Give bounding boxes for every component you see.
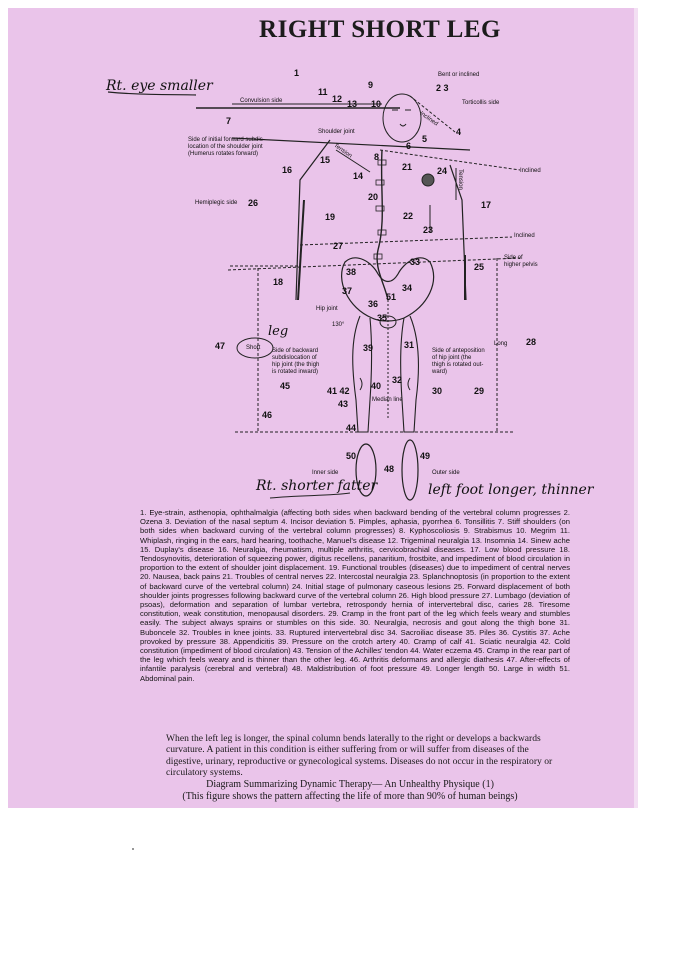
marker-37: 37: [342, 286, 353, 296]
marker-44: 44: [346, 423, 357, 433]
marker-23: 23: [423, 225, 434, 235]
marker-51: 51: [386, 292, 397, 302]
marker-31: 31: [404, 340, 415, 350]
handwritten-long-note: left foot longer, thinner: [428, 482, 594, 498]
marker-13: 13: [347, 99, 358, 109]
marker-22: 22: [403, 211, 414, 221]
label-bent: Bent or inclined: [438, 72, 480, 78]
marker-5: 5: [422, 134, 428, 144]
marker-10: 10: [371, 99, 382, 109]
marker-38: 38: [346, 267, 357, 277]
label-median: Median line: [372, 397, 403, 403]
marker-18: 18: [273, 277, 284, 287]
marker-43: 43: [338, 399, 349, 409]
label-outer: Outer side: [432, 470, 460, 476]
marker-32: 32: [392, 375, 403, 385]
disease-legend: 1. Eye-strain, asthenopia, ophthalmalgia (affecting both sides when backward bending of the vertebral column progresses 2. Ozena 3. Deviation of the nasal septum 4. Incisor deviation 5. Pimples, aphasia, pyorrhea 6. Tonsillitis 7. Stiff shoulders (on both sides when backward curving of the vertebral column progresses) 8. Kyphoscoliosis 9. Strabismus 10. Megrim 11. Whiplash, ringing in the ears, hard hearing, toothache, Manuel's disease 12. Trigeminal neuralgia 13. Insomnia 14. Sinew ache 15. Duplay's disease 16. Neuralgia, rheumatism, multiple arthritis, cervicobrachial diseases. 17. Low blood pressure 18. Tendosynovitis, deterioration of squeezing power, digitus recellens, panaritium, frostbite, and impediment of blood circulation in proportion to the extent of shoulder joint displacement. 19. Functional troubles (diseases) due to impediment of central nerves 20. Nausea, back pains 21. Troubles of central nerves 22. Intercostal neuralgia 23. Splanchnoptosis (in proportion to the extent of backward curve of the vertebral column) 24. Initial stage of pulmonary caseous lesions 25. Forward displacement of both shoulder joints progresses following backward curve of the vertebral column 26. High blood pressure 27. Lumbago (deviation of psoas), deformation and separation of lumbar vertebra, retrospondy hernia of intervertebral disc, caries 28. Tiresome constitution, weak constitution, menopausal disorders. 29. Cramp in the front part of the leg which feels weary and stumbles easily. The subject always sprains or stumbles on this side. 30. Neuralgia, necrosis and gout along the thigh bone 31. Buboncele 32. Troubles in knee joints. 33. Ruptured intervertebral disc 34. Sacroiliac disease 35. Piles 36. Cystitis 37. Ache provoked by pressure 38. Appendicitis 39. Pressure on the crotch artery 40. Cramp of calf 41. Sciatic neuralgia 42. Cold constitution (impediment of blood circulation) 43. Tension of the Achilles' tendon 44. Water eczema 45. Cramp in the rear part of the leg which feels weary and is thinner than the other leg. 46. Arthritis deformans and allergic diathesis 47. After-effects of infantile paralysis (cerebral and vertebral) 48. Maldistribution of foot pressure 49. Longer length 50. Large in width 51. Abdominal pain.: [140, 508, 570, 683]
marker-21: 21: [402, 162, 413, 172]
marker-4: 4: [456, 127, 462, 137]
marker-27: 27: [333, 241, 344, 251]
marker-14: 14: [353, 171, 364, 181]
marker-47: 47: [215, 341, 226, 351]
marker-41-42: 41 42: [327, 386, 350, 396]
marker-35: 35: [377, 313, 388, 323]
marker-6: 6: [406, 141, 412, 151]
marker-9: 9: [368, 80, 374, 90]
marker-19: 19: [325, 212, 336, 222]
label-short: Short: [246, 345, 261, 351]
marker-36: 36: [368, 299, 379, 309]
marker-15: 15: [320, 155, 331, 165]
marker-28: 28: [526, 337, 537, 347]
marker-26: 26: [248, 198, 259, 208]
handwritten-eye-note: Rt. eye smaller: [106, 78, 213, 94]
marker-39: 39: [363, 343, 374, 353]
marker-33: 33: [410, 257, 421, 267]
label-inclined-head: Inclined: [418, 110, 439, 128]
marker-45: 45: [280, 381, 291, 391]
label-backward-sub: Side of backward subdislocation of hip joint (the thigh is rotated inward): [272, 348, 320, 375]
label-long: Long: [494, 341, 508, 347]
explanation-paragraph: When the left leg is longer, the spinal column bends laterally to the right or develops a backwards curvature. A patient in this condition is either suffering from or will suffer from diseases of the digestive, urinary, reproductive or gynecological systems. Diseases do not occur in the respiratory or circulatory systems.: [166, 733, 553, 779]
marker-12: 12: [332, 94, 343, 104]
label-hip-joint: Hip joint: [316, 306, 338, 312]
marker-34: 34: [402, 283, 413, 293]
label-higher-pelvis: Side of higher pelvis: [504, 255, 538, 268]
label-shoulder-joint: Shoulder joint: [318, 129, 355, 135]
label-inclined-pelvis: Inclined: [514, 233, 535, 239]
label-convulsion: Convulsion side: [240, 98, 283, 104]
caption-line-1: Diagram Summarizing Dynamic Therapy— An Unhealthy Physique (1): [206, 779, 494, 790]
marker-30: 30: [432, 386, 443, 396]
handwritten-leg-note: leg: [268, 324, 289, 339]
marker-7: 7: [226, 116, 232, 126]
marker-1: 1: [294, 68, 300, 78]
caption-line-2: (This figure shows the pattern affecting the life of more than 90% of human beings): [182, 791, 518, 802]
marker-49: 49: [420, 451, 431, 461]
page-title: RIGHT SHORT LEG: [259, 16, 501, 43]
label-angle: 130°: [332, 322, 345, 328]
label-tension-right: Tension: [456, 169, 463, 190]
label-torticollis: Torticollis side: [462, 100, 500, 106]
marker-24: 24: [437, 166, 448, 176]
label-tension-left: Tension: [332, 142, 353, 160]
marker-17: 17: [481, 200, 492, 210]
marker-46: 46: [262, 410, 273, 420]
label-hemiplegic: Hemiplegic side: [195, 200, 238, 206]
label-initial-forward: Side of initial forward subdis- location of the shoulder joint (Humerus rotates forward): [188, 137, 265, 157]
scan-speck: [132, 848, 134, 850]
marker-20: 20: [368, 192, 379, 202]
marker-25: 25: [474, 262, 485, 272]
marker-50: 50: [346, 451, 357, 461]
marker-2-3: 2 3: [436, 83, 449, 93]
label-inner: Inner side: [312, 470, 339, 476]
marker-8: 8: [374, 152, 380, 162]
marker-11: 11: [318, 87, 328, 97]
label-antepos: Side of anteposition of hip joint (the thigh is rotated out- ward): [432, 348, 485, 375]
marker-48: 48: [384, 464, 395, 474]
label-inclined-shoulder: Inclined: [520, 168, 541, 174]
handwritten-short-note: Rt. shorter fatter: [256, 478, 378, 494]
marker-29: 29: [474, 386, 485, 396]
marker-16: 16: [282, 165, 293, 175]
marker-40: 40: [371, 381, 382, 391]
